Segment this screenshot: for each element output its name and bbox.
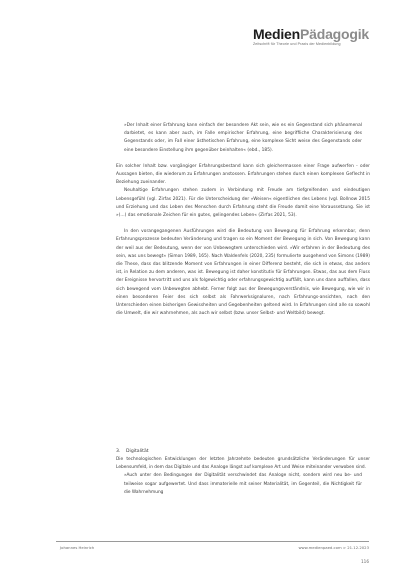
paragraph: Neuhaltige Erfahrungen stehen zudem in Verbindung mit Freude am tiefgreifenden und eindeutigen Lebensgefühl (vgl. Zirfas 2021). Für die Unterscheidung der »Weisen« eigentlichen des Lebens (vgl. Bollnow 2015 und Erziehung und das Leben des Menschen durch Erfahrung steht die Freude damit eine Voraussetzung. Sie ist »(...) das emotionale Zeichen für ein gutes, gelingendes Leben« (Zirfas 2021, 53). bbox=[116, 188, 370, 219]
section-title: Digitalität bbox=[126, 449, 149, 454]
section-paragraph: Die technologischen Entwicklungen der letzten Jahrzehnte bedeuten grundsätzliche Veränderungen für unser Lebensumfeld, in dem das Digitale und das Analoge längst auf komplexe Art und Weise miteinander verwoben sind. bbox=[116, 457, 370, 471]
section-digitalitaet bbox=[116, 448, 370, 496]
paragraph: Ein solcher Inhalt bzw. vorgängiger Erfahrungsbestand kann sich gleichermassen einer Frage aufwerfen - oder Aussagen bieten, die wiederum zu Erfahrungen anstossen. Erfahrungen stehen durch einen komplexen Geflecht in Beziehung zueinander. bbox=[116, 163, 370, 186]
journal-logo-title bbox=[253, 27, 369, 42]
section-quote: »Auch unter den Bedingungen der Digitalität verschwindet das Analoge nicht, sondern wird neu be- und teilweise sogar aufgewertet. Und dass immaterielle mit seiner Materialität, im Gegenteil, die Nichtigkeit für die Wahrnehmung bbox=[124, 473, 362, 495]
paragraph: In den vorangegangenen Ausführungen wird die Bedeutung von Bewegung für Erfahrung erkennbar, denn Erfahrungsprozesse bedeuten Veränderung und tragen so ein Moment der Bewegung in sich. Von Bewegung kann der weil aus der Bedeutung, wenn der von Unbewegtem unterschieden wird. »Wir erfahren in der Bedeutung des sein, was uns bewegt« (Simon 1989, 165). Nach Waldenfels (2020, 235) formulierte ausgehend von Simons (1989) die These, dass das blitzende Moment von Erfahrungen in einer Differenz besteht, die sich in etwas, das anders ist, in Relation zu dem anderen, was ist. Bewegung ist daher konstitutiv für Erfahrungen. Etwas, das aus dem Fluss der Ereignisse hervortritt und uns als folgewichtig oder erfahrungsgewichtig auffällt, kann uns dann auffallen, dass sich bewegend vom Unbewegten abhebt. Ferner folgt aus der Bewegungsverständnis, wie Bewegung, wie wir in einen besonderen Feier des sich selbst als Fahrwerksignaluren, nach Erfahrungs-ansichten, nach den Unterschieden einen bisherigen Gewissheiten und Gegebenheiten geltend wird. In Erfahrungen sind alle so sowohl die Umwelt, die wir wahrnehmen, als auch wir selbst (bzw. unser Selbst- und Weltbild) bewegt. bbox=[116, 229, 370, 317]
page-number: 116 bbox=[361, 559, 369, 564]
section-heading bbox=[116, 448, 370, 456]
footer-url[interactable]: www.medienpaed.com > 21.12.2023 bbox=[298, 545, 369, 550]
footer-divider bbox=[56, 541, 369, 542]
block-quote: »Der Inhalt einer Erfahrung kann einfach der besondere Akt sein, wie es ein Gegenstand sich phänomenal darbietet, es kann aber auch, im Falle empirischer Erfahrung, eine begriffliche Charakterisierung des Gegenstands oder, im Fall einer ästhetischen Erfahrung, eine komplexe Sicht weise des Gegenstands oder eine besondere Einstellung ihm gegenüber beinhalten« (ebd., 185). bbox=[124, 123, 362, 153]
journal-logo[interactable] bbox=[253, 27, 369, 47]
logo-part-paedagogik: Pädagogik bbox=[300, 26, 369, 42]
footer-author: Johannes Heinrich bbox=[60, 545, 95, 550]
section-number: 3. bbox=[116, 449, 121, 454]
journal-subtitle: Zeitschrift für Theorie und Praxis der Medienbildung bbox=[252, 42, 341, 46]
main-text bbox=[116, 122, 370, 318]
logo-part-medien: Medien bbox=[252, 26, 300, 42]
